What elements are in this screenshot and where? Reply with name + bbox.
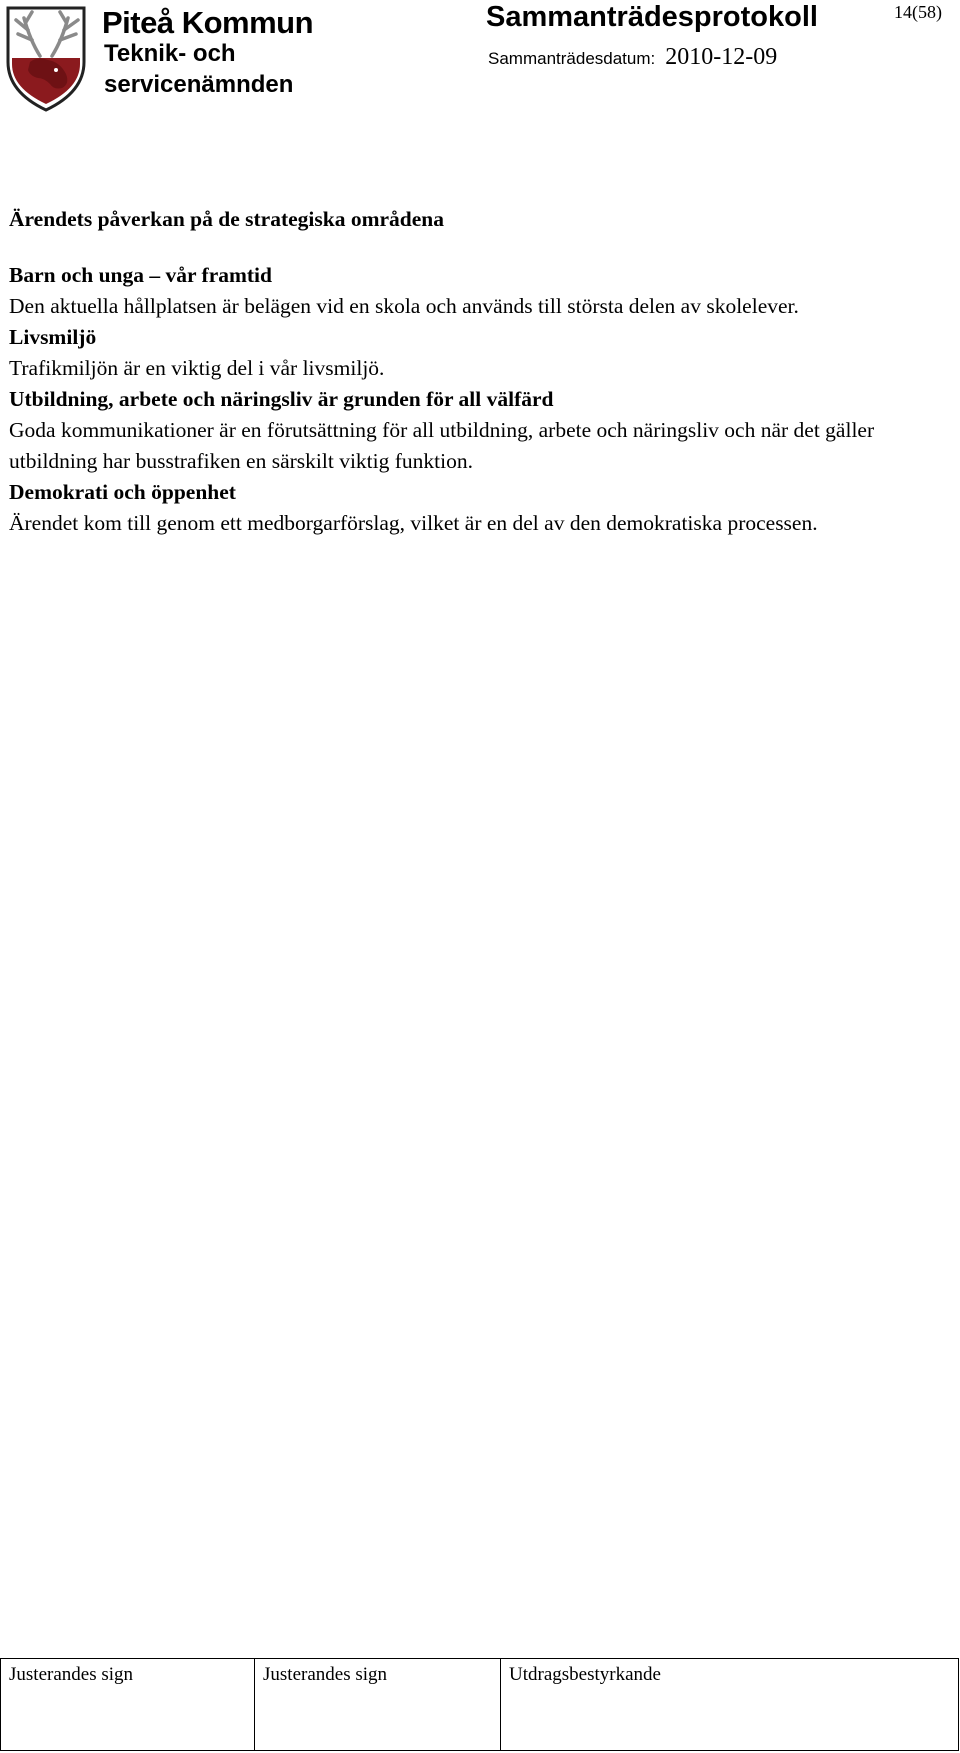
department-name: Teknik- och servicenämnden: [104, 40, 294, 98]
subsection-text: Trafikmiljön är en viktig del i vår livsmiljö.: [9, 356, 385, 380]
document-title: Sammanträdesprotokoll: [486, 1, 818, 33]
document-body: [9, 204, 949, 539]
meeting-date-label: Sammanträdesdatum:: [488, 49, 656, 68]
page-number: 14(58): [894, 2, 942, 22]
meeting-date-row: [488, 44, 777, 71]
subsection-title: Utbildning, arbete och näringsliv är grunden för all välfärd: [9, 387, 554, 411]
subsection-title: Demokrati och öppenhet: [9, 480, 236, 504]
subsection-text: Ärendet kom till genom ett medborgarförslag, vilket är en del av den demokratiska processen.: [9, 511, 818, 535]
page-header: [0, 0, 960, 120]
section-heading: Ärendets påverkan på de strategiska områdena: [9, 207, 444, 231]
signature-cell-justerande-1: Justerandes sign: [1, 1659, 255, 1751]
signature-cell-utdragsbestyrkande: Utdragsbestyrkande: [501, 1659, 959, 1751]
meeting-date-value: 2010-12-09: [665, 44, 778, 70]
subsection-text: Den aktuella hållplatsen är belägen vid en skola och används till största delen av skolelever.: [9, 294, 799, 318]
subsection-title: Barn och unga – vår framtid: [9, 263, 272, 287]
signature-row: [1, 1659, 959, 1751]
signature-cell-justerande-2: Justerandes sign: [255, 1659, 501, 1751]
signature-table: [0, 1658, 959, 1751]
reindeer-crest-icon: [4, 4, 90, 114]
subsection-text: Goda kommunikationer är en förutsättning för all utbildning, arbete och näringsliv och när det gäller utbildning har busstrafiken en särskilt viktig funktion.: [9, 418, 875, 473]
subsection-title: Livsmiljö: [9, 325, 97, 349]
organization-name: Piteå Kommun: [102, 5, 314, 40]
